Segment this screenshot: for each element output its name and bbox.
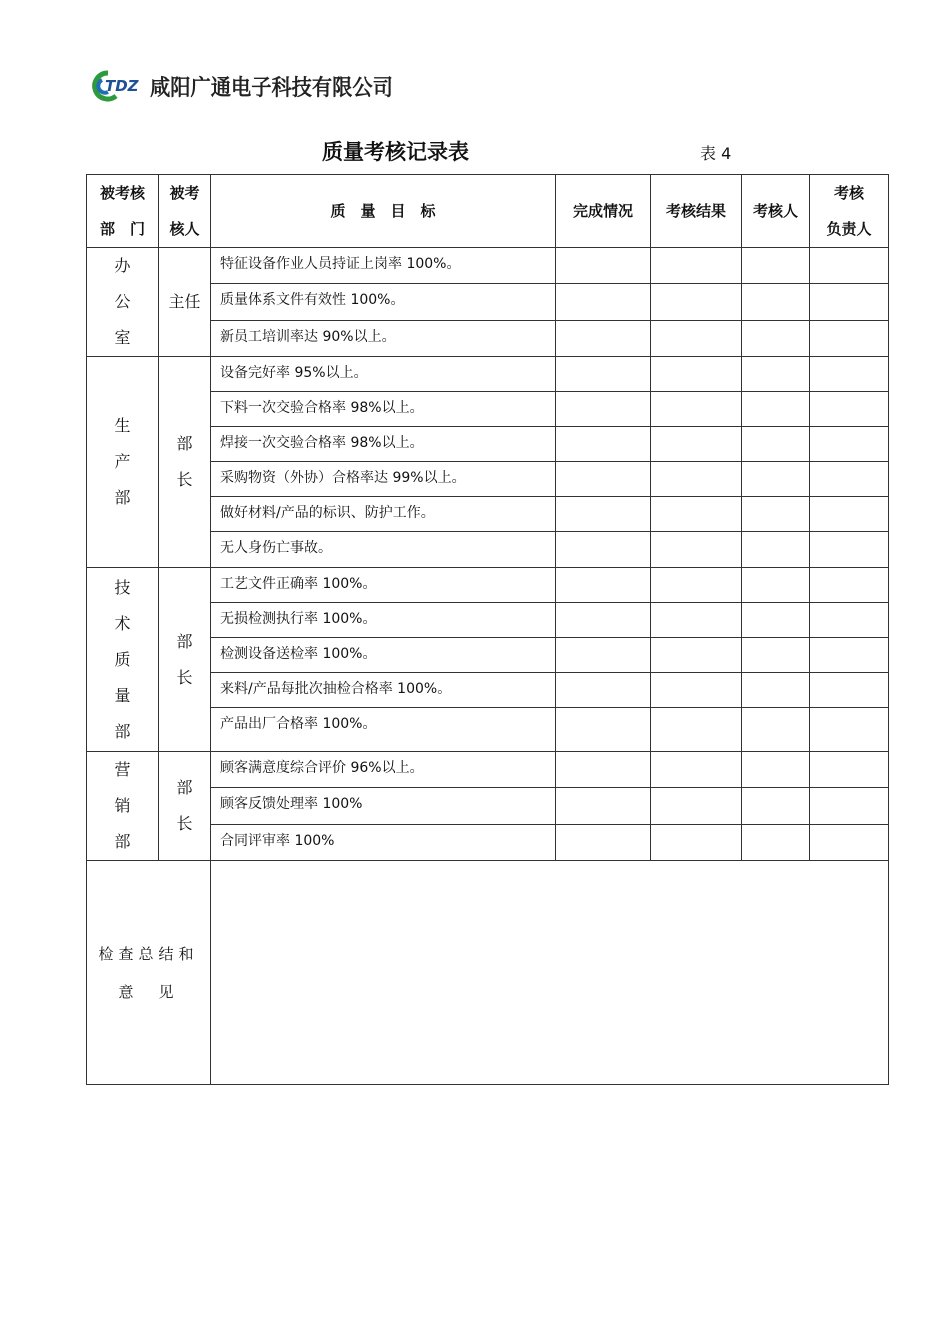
goal-cell: 做好材料/产品的标识、防护工作。 xyxy=(211,497,556,532)
summary-row xyxy=(87,861,889,1085)
goal-cell: 特征设备作业人员持证上岗率 100%。 xyxy=(211,248,556,284)
owner-cell[interactable] xyxy=(810,284,889,320)
header-owner: 考核 负责人 xyxy=(810,175,889,248)
assessor-cell[interactable] xyxy=(742,532,810,568)
owner-cell[interactable] xyxy=(810,462,889,497)
summary-field[interactable] xyxy=(211,861,889,1085)
summary-label: 检查总结和 意 见 xyxy=(87,861,211,1085)
quality-assessment-table xyxy=(86,174,889,1085)
assessor-cell[interactable] xyxy=(742,788,810,824)
logo-mark-icon xyxy=(86,68,148,104)
assessor-cell[interactable] xyxy=(742,320,810,356)
result-cell[interactable] xyxy=(651,357,742,392)
status-cell[interactable] xyxy=(556,638,651,673)
assessor-cell[interactable] xyxy=(742,392,810,427)
status-cell[interactable] xyxy=(556,284,651,320)
status-cell[interactable] xyxy=(556,462,651,497)
owner-cell[interactable] xyxy=(810,320,889,356)
status-cell[interactable] xyxy=(556,320,651,356)
status-cell[interactable] xyxy=(556,752,651,788)
table-row xyxy=(87,752,889,788)
status-cell[interactable] xyxy=(556,532,651,568)
goal-cell: 顾客反馈处理率 100% xyxy=(211,788,556,824)
result-cell[interactable] xyxy=(651,497,742,532)
status-cell[interactable] xyxy=(556,248,651,284)
result-cell[interactable] xyxy=(651,752,742,788)
status-cell[interactable] xyxy=(556,708,651,752)
header-person: 被考 核人 xyxy=(159,175,211,248)
dept-cell-office: 办 公 室 xyxy=(87,248,159,357)
header-row xyxy=(87,175,889,248)
status-cell[interactable] xyxy=(556,357,651,392)
assessor-cell[interactable] xyxy=(742,284,810,320)
owner-cell[interactable] xyxy=(810,708,889,752)
result-cell[interactable] xyxy=(651,248,742,284)
result-cell[interactable] xyxy=(651,638,742,673)
assessor-cell[interactable] xyxy=(742,824,810,860)
assessor-cell[interactable] xyxy=(742,462,810,497)
table-row xyxy=(87,568,889,603)
goal-cell: 设备完好率 95%以上。 xyxy=(211,357,556,392)
goal-cell: 产品出厂合格率 100%。 xyxy=(211,708,556,752)
table-row xyxy=(87,357,889,392)
goal-cell: 无损检测执行率 100%。 xyxy=(211,603,556,638)
owner-cell[interactable] xyxy=(810,824,889,860)
status-cell[interactable] xyxy=(556,392,651,427)
company-logo xyxy=(86,68,414,104)
owner-cell[interactable] xyxy=(810,638,889,673)
goal-cell: 检测设备送检率 100%。 xyxy=(211,638,556,673)
owner-cell[interactable] xyxy=(810,392,889,427)
owner-cell[interactable] xyxy=(810,603,889,638)
table-number: 表 4 xyxy=(700,144,732,163)
goal-cell: 下料一次交验合格率 98%以上。 xyxy=(211,392,556,427)
result-cell[interactable] xyxy=(651,824,742,860)
result-cell[interactable] xyxy=(651,284,742,320)
header-result: 考核结果 xyxy=(651,175,742,248)
assessor-cell[interactable] xyxy=(742,708,810,752)
company-name: 咸阳广通电子科技有限公司 xyxy=(150,75,393,101)
result-cell[interactable] xyxy=(651,603,742,638)
status-cell[interactable] xyxy=(556,673,651,708)
result-cell[interactable] xyxy=(651,532,742,568)
result-cell[interactable] xyxy=(651,708,742,752)
assessor-cell[interactable] xyxy=(742,673,810,708)
assessor-cell[interactable] xyxy=(742,427,810,462)
status-cell[interactable] xyxy=(556,824,651,860)
goal-cell: 质量体系文件有效性 100%。 xyxy=(211,284,556,320)
person-cell-tech-quality: 部 长 xyxy=(159,568,211,752)
result-cell[interactable] xyxy=(651,392,742,427)
owner-cell[interactable] xyxy=(810,532,889,568)
result-cell[interactable] xyxy=(651,427,742,462)
page-title: 质量考核记录表 xyxy=(322,140,469,164)
header-goal: 质 量 目 标 xyxy=(211,175,556,248)
owner-cell[interactable] xyxy=(810,357,889,392)
dept-cell-sales: 营 销 部 xyxy=(87,752,159,861)
result-cell[interactable] xyxy=(651,462,742,497)
header-assessor: 考核人 xyxy=(742,175,810,248)
table-row xyxy=(87,248,889,284)
goal-cell: 无人身伤亡事故。 xyxy=(211,532,556,568)
assessor-cell[interactable] xyxy=(742,497,810,532)
assessor-cell[interactable] xyxy=(742,603,810,638)
assessor-cell[interactable] xyxy=(742,357,810,392)
goal-cell: 新员工培训率达 90%以上。 xyxy=(211,320,556,356)
owner-cell[interactable] xyxy=(810,788,889,824)
dept-cell-tech-quality: 技 术 质 量 部 xyxy=(87,568,159,752)
assessor-cell[interactable] xyxy=(742,568,810,603)
assessor-cell[interactable] xyxy=(742,248,810,284)
assessor-cell[interactable] xyxy=(742,752,810,788)
status-cell[interactable] xyxy=(556,427,651,462)
assessor-cell[interactable] xyxy=(742,638,810,673)
person-cell-production: 部 长 xyxy=(159,357,211,568)
goal-cell: 采购物资（外协）合格率达 99%以上。 xyxy=(211,462,556,497)
goal-cell: 来料/产品每批次抽检合格率 100%。 xyxy=(211,673,556,708)
owner-cell[interactable] xyxy=(810,427,889,462)
status-cell[interactable] xyxy=(556,568,651,603)
goal-cell: 工艺文件正确率 100%。 xyxy=(211,568,556,603)
owner-cell[interactable] xyxy=(810,568,889,603)
owner-cell[interactable] xyxy=(810,248,889,284)
goal-cell: 顾客满意度综合评价 96%以上。 xyxy=(211,752,556,788)
goal-cell: 合同评审率 100% xyxy=(211,824,556,860)
header-status: 完成情况 xyxy=(556,175,651,248)
result-cell[interactable] xyxy=(651,788,742,824)
dept-cell-production: 生 产 部 xyxy=(87,357,159,568)
result-cell[interactable] xyxy=(651,320,742,356)
result-cell[interactable] xyxy=(651,673,742,708)
person-cell-sales: 部 长 xyxy=(159,752,211,861)
owner-cell[interactable] xyxy=(810,752,889,788)
status-cell[interactable] xyxy=(556,788,651,824)
logo-mark-text: TDZ xyxy=(105,77,139,95)
status-cell[interactable] xyxy=(556,603,651,638)
header-dept: 被考核 部 门 xyxy=(87,175,159,248)
status-cell[interactable] xyxy=(556,497,651,532)
owner-cell[interactable] xyxy=(810,673,889,708)
result-cell[interactable] xyxy=(651,568,742,603)
owner-cell[interactable] xyxy=(810,497,889,532)
goal-cell: 焊接一次交验合格率 98%以上。 xyxy=(211,427,556,462)
person-cell-office: 主任 xyxy=(159,248,211,357)
